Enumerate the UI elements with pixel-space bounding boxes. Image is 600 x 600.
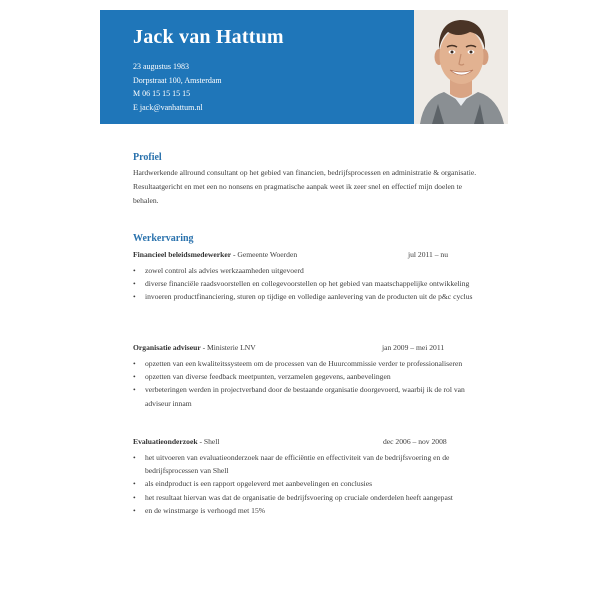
profile-photo [414,10,508,124]
bullet-item: • het uitvoeren van evaluatieonderzoek naar de efficiëntie en effectiviteit van de bedrijfsvoering en de bedrijfsprocessen van Shell [133,451,483,477]
contact-details [133,60,222,114]
job-role: Financieel beleidsmedewerker [133,250,232,259]
bullet-item: • en de winstmarge is verhoogd met 15% [133,504,483,517]
bullet-item: • als eindproduct is een rapport opgeleverd met aanbevelingen en conclusies [133,477,483,490]
bullet-item: • diverse financiële raadsvoorstellen en collegevoorstellen op het gebied van maatschappelijke ontwikkeling [133,277,483,290]
job-employer: Shell [203,437,220,446]
job-bullets [133,451,483,517]
bullet-item: • opzetten van een kwaliteitssysteem om de processen van de Huurcommissie verder te professionaliseren [133,357,483,370]
job-header [133,342,483,354]
job-header [133,436,483,448]
mobile-number: M 06 15 15 15 15 [133,89,191,98]
job-period: jan 2009 – mei 2011 [382,343,445,352]
profile-summary: Hardwerkende allround consultant op het gebied van financien, bedrijfsprocessen en administratie & organisatie. Resultaatgericht en met een no nonsens en pragmatische aanpak weet ik zeer snel en effectief mijn doelen te behalen. [133,168,477,206]
job-header [133,249,483,261]
job-period: jul 2011 – nu [408,250,449,259]
bullet-item: • verbeteringen werden in projectverband door de bestaande organisatie doorgevoerd, waarbij ik de rol van adviseur innam [133,383,483,409]
job-period: dec 2006 – nov 2008 [383,437,447,446]
job-entry [133,436,483,517]
job-role: Evaluatieonderzoek [133,437,198,446]
bullet-item: • opzetten van diverse feedback meetpunten, verzamelen gegevens, aanbevelingen [133,370,483,383]
job-entry [133,249,483,304]
job-entry [133,342,483,410]
portrait-image [414,10,508,124]
address: Dorpstraat 100, Amsterdam [133,75,222,85]
birthdate: 23 augustus 1983 [133,62,189,71]
bullet-item: • het resultaat hiervan was dat de organisatie de bedrijfsvoering op cruciale onderdelen heeft aangepast [133,491,483,504]
job-role: Organisatie adviseur [133,343,201,352]
job-separator: - [197,437,204,446]
bullet-item: • zowel control als advies werkzaamheden uitgevoerd [133,264,483,277]
experience-heading: Werkervaring [133,233,194,244]
job-separator: - [200,343,208,352]
email-address: E jack@vanhattum.nl [133,102,203,112]
job-bullets [133,264,483,304]
job-employer: Ministerie LNV [207,343,256,352]
job-separator: - [231,250,238,259]
header-banner [100,10,414,124]
profile-heading: Profiel [133,152,162,163]
bullet-item: • invoeren productfinanciering, sturen op tijdige en volledige aanlevering van de producten uit de p&c cyclus [133,290,483,303]
candidate-name: Jack van Hattum [133,26,284,48]
job-bullets [133,357,483,410]
job-employer: Gemeente Woerden [237,250,298,259]
